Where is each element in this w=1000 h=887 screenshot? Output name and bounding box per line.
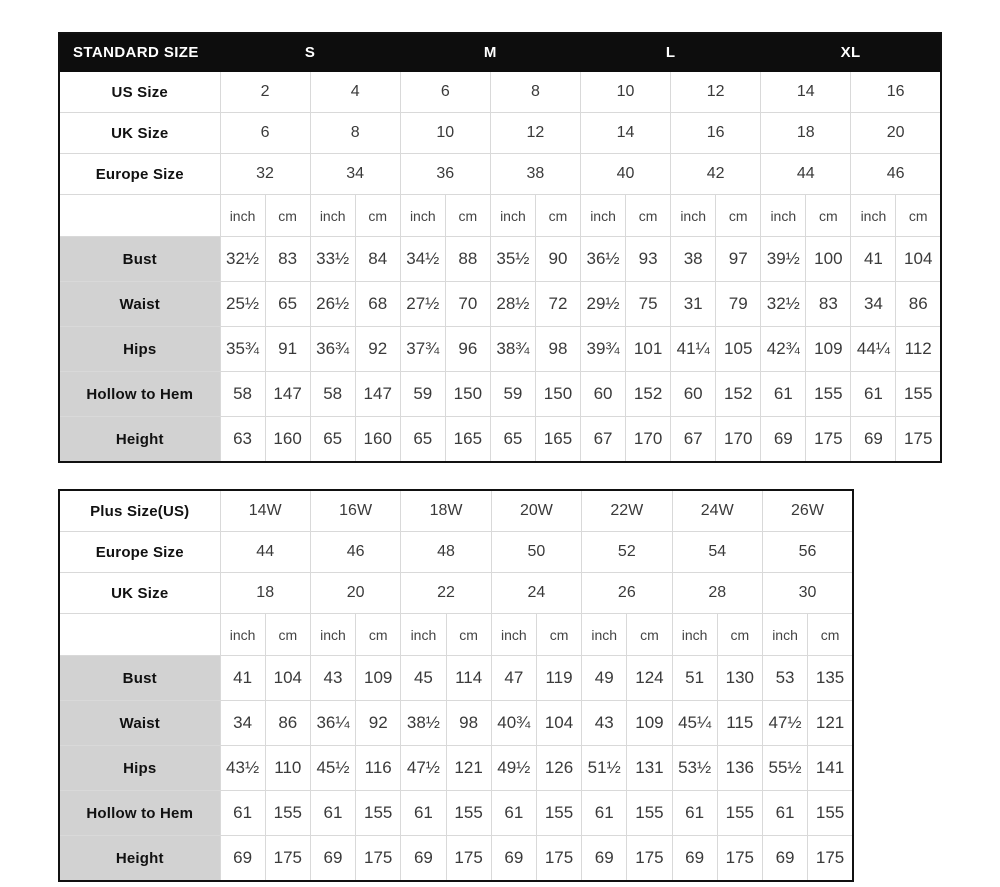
unit-inch-header: inch <box>490 195 535 237</box>
unit-cm-header: cm <box>355 195 400 237</box>
measurement-value-cell: 65 <box>310 417 355 463</box>
measurement-value-cell: 75 <box>626 282 671 327</box>
measurement-value-cell: 175 <box>265 836 310 882</box>
size-group-header: XL <box>761 33 941 72</box>
measurement-value-cell: 92 <box>356 701 401 746</box>
measurement-value-cell: 61 <box>491 791 536 836</box>
measurement-value-cell: 136 <box>717 746 762 791</box>
size-value-cell: 16W <box>310 490 400 532</box>
size-value-cell: 14W <box>220 490 310 532</box>
measurement-value-cell: 104 <box>265 656 310 701</box>
measurement-value-cell: 150 <box>445 372 490 417</box>
measurement-value-cell: 61 <box>762 791 807 836</box>
unit-cm-header: cm <box>626 195 671 237</box>
standard-size-table <box>58 32 942 463</box>
measurement-value-cell: 47 <box>491 656 536 701</box>
measurement-value-cell: 155 <box>356 791 401 836</box>
size-value-cell: 8 <box>310 113 400 154</box>
size-value-cell: 18 <box>761 113 851 154</box>
measurement-value-cell: 65 <box>265 282 310 327</box>
measurement-value-cell: 58 <box>220 372 265 417</box>
measurement-value-cell: 86 <box>896 282 941 327</box>
measurement-value-cell: 36¾ <box>310 327 355 372</box>
measurement-label: Height <box>59 417 220 463</box>
measurement-row <box>59 282 941 327</box>
unit-inch-header: inch <box>672 614 717 656</box>
measurement-value-cell: 69 <box>401 836 446 882</box>
size-value-cell: 16 <box>851 72 941 113</box>
measurement-value-cell: 58 <box>310 372 355 417</box>
unit-inch-header: inch <box>310 195 355 237</box>
measurement-value-cell: 31 <box>671 282 716 327</box>
unit-cm-header: cm <box>265 614 310 656</box>
unit-cm-header: cm <box>808 614 853 656</box>
measurement-value-cell: 135 <box>808 656 853 701</box>
measurement-value-cell: 160 <box>265 417 310 463</box>
measurement-value-cell: 28½ <box>490 282 535 327</box>
measurement-value-cell: 39½ <box>761 237 806 282</box>
unit-inch-header: inch <box>400 195 445 237</box>
measurement-value-cell: 69 <box>582 836 627 882</box>
measurement-value-cell: 34½ <box>400 237 445 282</box>
size-value-cell: 50 <box>491 532 581 573</box>
measurement-value-cell: 67 <box>581 417 626 463</box>
unit-inch-header: inch <box>220 614 265 656</box>
measurement-value-cell: 98 <box>446 701 491 746</box>
unit-cm-header: cm <box>265 195 310 237</box>
measurement-value-cell: 175 <box>896 417 941 463</box>
measurement-value-cell: 45 <box>401 656 446 701</box>
measurement-value-cell: 53½ <box>672 746 717 791</box>
measurement-value-cell: 121 <box>808 701 853 746</box>
measurement-value-cell: 175 <box>356 836 401 882</box>
unit-cm-header: cm <box>446 614 491 656</box>
size-value-cell: 32 <box>220 154 310 195</box>
measurement-value-cell: 69 <box>220 836 265 882</box>
measurement-value-cell: 126 <box>536 746 581 791</box>
measurement-value-cell: 67 <box>671 417 716 463</box>
measurement-value-cell: 61 <box>672 791 717 836</box>
measurement-value-cell: 36¼ <box>310 701 355 746</box>
table-title: STANDARD SIZE <box>59 33 220 72</box>
unit-cm-header: cm <box>896 195 941 237</box>
measurement-value-cell: 59 <box>400 372 445 417</box>
measurement-row <box>59 746 853 791</box>
measurement-value-cell: 43½ <box>220 746 265 791</box>
size-value-cell: 20 <box>851 113 941 154</box>
size-row <box>59 573 853 614</box>
empty-corner-cell <box>59 195 220 237</box>
size-value-cell: 20 <box>310 573 400 614</box>
measurement-value-cell: 175 <box>627 836 672 882</box>
table-header-band <box>59 33 941 72</box>
measurement-value-cell: 61 <box>220 791 265 836</box>
size-group-header: L <box>581 33 761 72</box>
size-value-cell: 40 <box>581 154 671 195</box>
measurement-value-cell: 100 <box>806 237 851 282</box>
measurement-value-cell: 170 <box>626 417 671 463</box>
size-value-cell: 16 <box>671 113 761 154</box>
size-value-cell: 4 <box>310 72 400 113</box>
measurement-value-cell: 70 <box>445 282 490 327</box>
size-value-cell: 34 <box>310 154 400 195</box>
unit-inch-header: inch <box>671 195 716 237</box>
measurement-value-cell: 60 <box>671 372 716 417</box>
measurement-value-cell: 40¾ <box>491 701 536 746</box>
measurement-row <box>59 791 853 836</box>
measurement-value-cell: 49 <box>582 656 627 701</box>
measurement-value-cell: 65 <box>490 417 535 463</box>
row-label: Europe Size <box>59 532 220 573</box>
size-value-cell: 56 <box>762 532 853 573</box>
measurement-value-cell: 72 <box>535 282 580 327</box>
measurement-value-cell: 83 <box>265 237 310 282</box>
measurement-label: Hips <box>59 327 220 372</box>
measurement-value-cell: 97 <box>716 237 761 282</box>
measurement-value-cell: 49½ <box>491 746 536 791</box>
measurement-value-cell: 98 <box>535 327 580 372</box>
empty-corner-cell <box>59 614 220 656</box>
size-value-cell: 46 <box>310 532 400 573</box>
size-row <box>59 532 853 573</box>
measurement-label: Bust <box>59 656 220 701</box>
measurement-value-cell: 109 <box>356 656 401 701</box>
measurement-value-cell: 53 <box>762 656 807 701</box>
measurement-value-cell: 119 <box>536 656 581 701</box>
size-value-cell: 10 <box>581 72 671 113</box>
measurement-value-cell: 152 <box>716 372 761 417</box>
measurement-value-cell: 32½ <box>761 282 806 327</box>
row-label: Plus Size(US) <box>59 490 220 532</box>
measurement-value-cell: 170 <box>716 417 761 463</box>
measurement-value-cell: 35¾ <box>220 327 265 372</box>
measurement-value-cell: 165 <box>535 417 580 463</box>
measurement-value-cell: 84 <box>355 237 400 282</box>
measurement-value-cell: 155 <box>806 372 851 417</box>
size-value-cell: 20W <box>491 490 581 532</box>
measurement-value-cell: 47½ <box>401 746 446 791</box>
measurement-value-cell: 32½ <box>220 237 265 282</box>
size-value-cell: 22 <box>401 573 491 614</box>
measurement-value-cell: 61 <box>851 372 896 417</box>
size-value-cell: 26 <box>582 573 672 614</box>
measurement-value-cell: 43 <box>310 656 355 701</box>
size-value-cell: 46 <box>851 154 941 195</box>
size-row <box>59 72 941 113</box>
size-value-cell: 26W <box>762 490 853 532</box>
measurement-value-cell: 41¼ <box>671 327 716 372</box>
measurement-value-cell: 175 <box>536 836 581 882</box>
size-row <box>59 154 941 195</box>
measurement-value-cell: 152 <box>626 372 671 417</box>
measurement-value-cell: 114 <box>446 656 491 701</box>
measurement-value-cell: 150 <box>535 372 580 417</box>
measurement-value-cell: 155 <box>808 791 853 836</box>
row-label: Europe Size <box>59 154 220 195</box>
measurement-row <box>59 656 853 701</box>
measurement-value-cell: 155 <box>896 372 941 417</box>
measurement-value-cell: 51½ <box>582 746 627 791</box>
measurement-value-cell: 69 <box>310 836 355 882</box>
measurement-value-cell: 175 <box>806 417 851 463</box>
measurement-label: Hips <box>59 746 220 791</box>
measurement-value-cell: 41 <box>220 656 265 701</box>
measurement-value-cell: 69 <box>491 836 536 882</box>
size-value-cell: 12 <box>490 113 580 154</box>
measurement-value-cell: 105 <box>716 327 761 372</box>
measurement-value-cell: 34 <box>220 701 265 746</box>
row-label: UK Size <box>59 113 220 154</box>
measurement-value-cell: 155 <box>627 791 672 836</box>
measurement-value-cell: 69 <box>761 417 806 463</box>
unit-row <box>59 614 853 656</box>
measurement-label: Bust <box>59 237 220 282</box>
measurement-value-cell: 47½ <box>762 701 807 746</box>
size-value-cell: 42 <box>671 154 761 195</box>
size-value-cell: 8 <box>490 72 580 113</box>
measurement-value-cell: 38½ <box>401 701 446 746</box>
measurement-label: Waist <box>59 282 220 327</box>
size-value-cell: 48 <box>401 532 491 573</box>
unit-cm-header: cm <box>627 614 672 656</box>
measurement-value-cell: 38¾ <box>490 327 535 372</box>
size-value-cell: 28 <box>672 573 762 614</box>
size-value-cell: 38 <box>490 154 580 195</box>
unit-inch-header: inch <box>310 614 355 656</box>
unit-inch-header: inch <box>491 614 536 656</box>
measurement-value-cell: 60 <box>581 372 626 417</box>
measurement-value-cell: 34 <box>851 282 896 327</box>
unit-inch-header: inch <box>581 195 626 237</box>
unit-cm-header: cm <box>536 614 581 656</box>
unit-cm-header: cm <box>716 195 761 237</box>
measurement-value-cell: 44¼ <box>851 327 896 372</box>
unit-inch-header: inch <box>401 614 446 656</box>
measurement-value-cell: 33½ <box>310 237 355 282</box>
measurement-value-cell: 115 <box>717 701 762 746</box>
size-value-cell: 24W <box>672 490 762 532</box>
size-value-cell: 6 <box>220 113 310 154</box>
measurement-value-cell: 35½ <box>490 237 535 282</box>
measurement-label: Height <box>59 836 220 882</box>
size-group-header: M <box>400 33 580 72</box>
measurement-value-cell: 69 <box>672 836 717 882</box>
measurement-value-cell: 25½ <box>220 282 265 327</box>
measurement-value-cell: 160 <box>355 417 400 463</box>
row-label: UK Size <box>59 573 220 614</box>
size-value-cell: 36 <box>400 154 490 195</box>
measurement-value-cell: 116 <box>356 746 401 791</box>
measurement-value-cell: 96 <box>445 327 490 372</box>
measurement-value-cell: 155 <box>536 791 581 836</box>
size-value-cell: 22W <box>582 490 672 532</box>
unit-inch-header: inch <box>762 614 807 656</box>
measurement-value-cell: 88 <box>445 237 490 282</box>
size-row <box>59 490 853 532</box>
measurement-value-cell: 165 <box>445 417 490 463</box>
measurement-value-cell: 86 <box>265 701 310 746</box>
measurement-label: Waist <box>59 701 220 746</box>
measurement-value-cell: 27½ <box>400 282 445 327</box>
measurement-value-cell: 63 <box>220 417 265 463</box>
size-value-cell: 10 <box>400 113 490 154</box>
measurement-value-cell: 51 <box>672 656 717 701</box>
unit-cm-header: cm <box>806 195 851 237</box>
measurement-value-cell: 36½ <box>581 237 626 282</box>
size-value-cell: 54 <box>672 532 762 573</box>
measurement-value-cell: 45¼ <box>672 701 717 746</box>
measurement-value-cell: 130 <box>717 656 762 701</box>
measurement-value-cell: 110 <box>265 746 310 791</box>
size-value-cell: 18W <box>401 490 491 532</box>
size-value-cell: 12 <box>671 72 761 113</box>
measurement-value-cell: 104 <box>536 701 581 746</box>
size-value-cell: 14 <box>761 72 851 113</box>
measurement-row <box>59 701 853 746</box>
measurement-value-cell: 91 <box>265 327 310 372</box>
measurement-value-cell: 155 <box>717 791 762 836</box>
measurement-label: Hollow to Hem <box>59 791 220 836</box>
measurement-value-cell: 61 <box>761 372 806 417</box>
measurement-value-cell: 131 <box>627 746 672 791</box>
unit-inch-header: inch <box>220 195 265 237</box>
size-group-header: S <box>220 33 400 72</box>
measurement-value-cell: 68 <box>355 282 400 327</box>
measurement-value-cell: 175 <box>446 836 491 882</box>
measurement-value-cell: 29½ <box>581 282 626 327</box>
size-value-cell: 30 <box>762 573 853 614</box>
measurement-value-cell: 69 <box>762 836 807 882</box>
measurement-value-cell: 83 <box>806 282 851 327</box>
measurement-value-cell: 92 <box>355 327 400 372</box>
measurement-value-cell: 42¾ <box>761 327 806 372</box>
size-value-cell: 24 <box>491 573 581 614</box>
measurement-value-cell: 175 <box>808 836 853 882</box>
measurement-row <box>59 237 941 282</box>
measurement-value-cell: 55½ <box>762 746 807 791</box>
measurement-value-cell: 147 <box>265 372 310 417</box>
measurement-row <box>59 417 941 463</box>
measurement-value-cell: 45½ <box>310 746 355 791</box>
unit-cm-header: cm <box>445 195 490 237</box>
measurement-value-cell: 65 <box>400 417 445 463</box>
plus-size-table <box>58 489 854 882</box>
size-value-cell: 44 <box>220 532 310 573</box>
measurement-value-cell: 93 <box>626 237 671 282</box>
measurement-value-cell: 61 <box>582 791 627 836</box>
unit-inch-header: inch <box>761 195 806 237</box>
measurement-value-cell: 43 <box>582 701 627 746</box>
measurement-value-cell: 37¾ <box>400 327 445 372</box>
size-value-cell: 44 <box>761 154 851 195</box>
measurement-value-cell: 109 <box>627 701 672 746</box>
measurement-value-cell: 101 <box>626 327 671 372</box>
size-value-cell: 18 <box>220 573 310 614</box>
measurement-value-cell: 155 <box>265 791 310 836</box>
measurement-value-cell: 90 <box>535 237 580 282</box>
measurement-value-cell: 121 <box>446 746 491 791</box>
measurement-value-cell: 112 <box>896 327 941 372</box>
unit-inch-header: inch <box>851 195 896 237</box>
measurement-value-cell: 141 <box>808 746 853 791</box>
size-row <box>59 113 941 154</box>
size-value-cell: 2 <box>220 72 310 113</box>
unit-inch-header: inch <box>582 614 627 656</box>
measurement-value-cell: 61 <box>310 791 355 836</box>
row-label: US Size <box>59 72 220 113</box>
measurement-value-cell: 104 <box>896 237 941 282</box>
unit-row <box>59 195 941 237</box>
size-value-cell: 52 <box>582 532 672 573</box>
unit-cm-header: cm <box>356 614 401 656</box>
measurement-row <box>59 372 941 417</box>
measurement-value-cell: 26½ <box>310 282 355 327</box>
size-value-cell: 6 <box>400 72 490 113</box>
measurement-value-cell: 39¾ <box>581 327 626 372</box>
measurement-row <box>59 836 853 882</box>
measurement-value-cell: 109 <box>806 327 851 372</box>
measurement-value-cell: 41 <box>851 237 896 282</box>
unit-cm-header: cm <box>535 195 580 237</box>
measurement-value-cell: 59 <box>490 372 535 417</box>
measurement-value-cell: 38 <box>671 237 716 282</box>
measurement-value-cell: 175 <box>717 836 762 882</box>
size-value-cell: 14 <box>581 113 671 154</box>
measurement-value-cell: 155 <box>446 791 491 836</box>
measurement-value-cell: 61 <box>401 791 446 836</box>
measurement-value-cell: 147 <box>355 372 400 417</box>
measurement-row <box>59 327 941 372</box>
measurement-label: Hollow to Hem <box>59 372 220 417</box>
measurement-value-cell: 69 <box>851 417 896 463</box>
measurement-value-cell: 79 <box>716 282 761 327</box>
measurement-value-cell: 124 <box>627 656 672 701</box>
unit-cm-header: cm <box>717 614 762 656</box>
